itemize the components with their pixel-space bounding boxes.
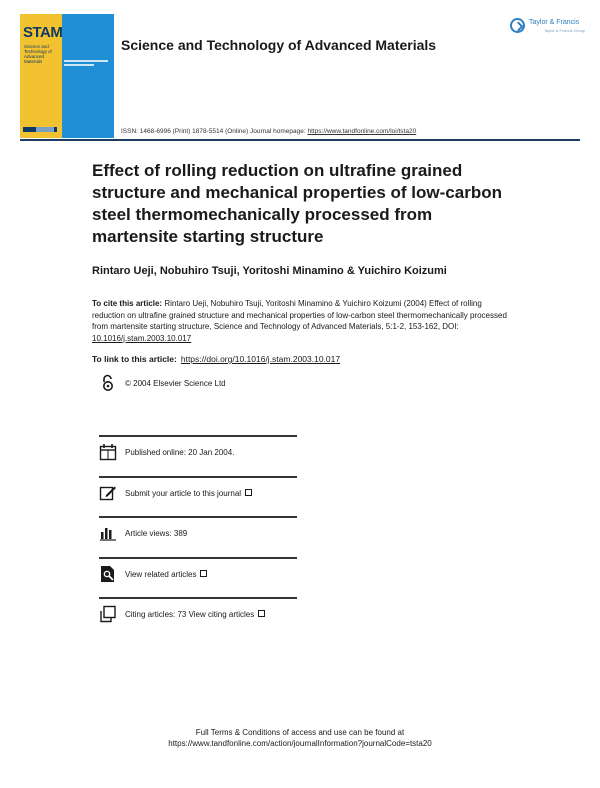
publisher-group: Taylor & Francis Group — [544, 28, 585, 33]
footer-url[interactable]: https://www.tandfonline.com/action/journalInformation?journalCode=tsta20 — [168, 739, 432, 748]
open-access-icon — [99, 374, 117, 392]
calendar-icon — [99, 443, 117, 461]
citing-link[interactable] — [125, 610, 265, 619]
external-link-icon — [200, 570, 207, 577]
published-row — [99, 443, 297, 473]
related-label: View related articles — [125, 570, 197, 579]
citing-label: Citing articles: 73 View citing articles — [125, 610, 255, 619]
submit-row[interactable] — [99, 484, 297, 514]
views-row — [99, 524, 297, 554]
divider — [99, 435, 297, 437]
views-text: Article views: 389 — [125, 529, 188, 538]
bar-chart-icon — [99, 524, 117, 542]
divider — [99, 516, 297, 518]
submit-link[interactable] — [125, 489, 252, 498]
license-row — [99, 374, 297, 404]
header-divider — [20, 139, 580, 141]
publisher-logo-icon — [510, 18, 525, 33]
article-authors: Rintaro Ueji, Nobuhiro Tsuji, Yoritoshi Minamino & Yuichiro Koizumi — [92, 265, 447, 277]
article-link-line — [92, 354, 340, 364]
citing-row[interactable] — [99, 605, 297, 635]
edit-icon — [99, 484, 117, 502]
license-text: © 2004 Elsevier Science Ltd — [125, 379, 226, 388]
article-doi-url[interactable]: https://doi.org/10.1016/j.stam.2003.10.017 — [180, 354, 341, 364]
footer-line1: Full Terms & Conditions of access and use can be found at — [195, 728, 405, 737]
related-row[interactable] — [99, 565, 297, 595]
external-link-icon — [258, 610, 265, 617]
cover-subtitle: Science and Technology of Advanced Materials — [24, 44, 52, 64]
publisher-name: Taylor & Francis — [529, 19, 580, 26]
citation-block — [92, 298, 512, 344]
published-text: Published online: 20 Jan 2004. — [125, 448, 235, 457]
cover-title: STAM — [23, 24, 63, 41]
divider — [99, 557, 297, 559]
publisher-logo — [510, 16, 584, 38]
article-title: Effect of rolling reduction on ultrafine grained structure and mechanical properties of low-carbon steel thermomechanically processed from martensite starting structure — [92, 161, 502, 246]
issn-text: ISSN: 1468-6996 (Print) 1878-5514 (Online) Journal homepage: — [121, 128, 308, 135]
homepage-link[interactable]: https://www.tandfonline.com/loi/tsta20 — [307, 128, 417, 135]
submit-label: Submit your article to this journal — [125, 489, 242, 498]
doi-link[interactable]: 10.1016/j.stam.2003.10.017 — [92, 333, 192, 343]
link-label: To link to this article: — [92, 354, 177, 364]
external-link-icon — [245, 489, 252, 496]
search-document-icon — [99, 565, 117, 583]
journal-cover-image — [20, 14, 114, 138]
issn-line — [121, 128, 416, 135]
divider — [99, 476, 297, 478]
journal-title: Science and Technology of Advanced Materials — [121, 37, 437, 53]
divider — [99, 597, 297, 599]
cite-label: To cite this article: — [92, 299, 163, 308]
related-link[interactable] — [125, 570, 207, 579]
terms-footer — [0, 727, 600, 749]
citation-icon — [99, 605, 117, 623]
cite-text: Rintaro Ueji, Nobuhiro Tsuji, Yoritoshi Minamino & Yuichiro Koizumi (2004) Effect of rolling reduction on ultrafine grained structure and mechanical properties of low-carbon steel thermomechanically processed from martensite starting structure, Science and Technology of Advanced Materials, 5:1-2, 153-162, DOI: — [92, 299, 507, 331]
